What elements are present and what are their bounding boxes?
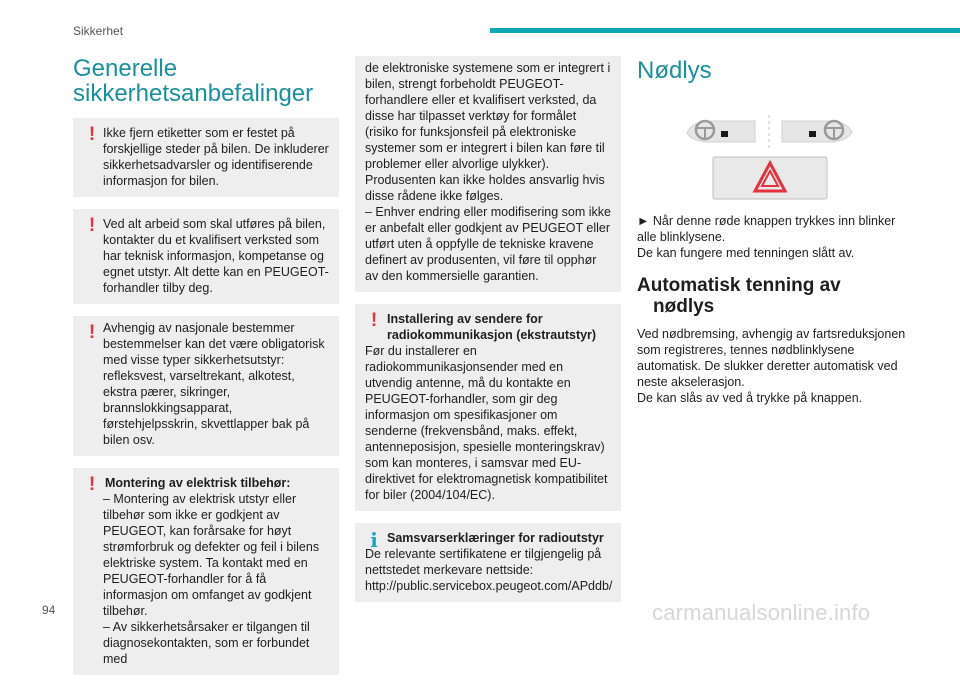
watermark: carmanualsonline.info bbox=[652, 600, 871, 625]
warning-notice-radio bbox=[355, 304, 621, 511]
subtitle-line-2: nødlys bbox=[653, 296, 715, 317]
notice-continuation-text: de elektroniske systemene som er integrert i bilen, strengt forbeholdt PEUGEOT-forhandlere eller et kvalifisert verksted, da disse har tilpasset verktøy for formålet (risiko for funksjonsfeil på elektroniske systemer som er integrert i bilen kan føre til problemer eller alvorlige ulykker). Produsenten kan ikke holdes ansvarlig hvis disse rådene ikke følges. – Enhver endring eller modifisering som ikke er anbefalt eller godkjent av PEUGEOT eller utført uten å oppfylle de tekniske kravene definert av produsenten, vil føre til opphør av den kommersielle garantien. bbox=[365, 61, 611, 283]
hazard-button-illustration bbox=[637, 95, 917, 205]
notice-text: – Montering av elektrisk utstyr eller tilbehør som ikke er godkjent av PEUGEOT, kan forårsake for høyt strømforbruk og defekter og feil i bilens elektriske system. Ta kontakt med en PEUGEOT-forhandler for å få informasjon om omfanget av godkjent tilbehør. – Av sikkerhetsårsaker er tilgangen til diagnosekontakten, som er forbundet med bbox=[103, 492, 320, 666]
notice-text: De relevante sertifikatene er tilgjengelig på nettstedet merkevare nettside: http://public.servicebox.peugeot.com/APddb/ bbox=[365, 547, 613, 593]
hazard-lights-title: Nødlys bbox=[637, 57, 712, 84]
auto-hazard-subtitle bbox=[637, 275, 917, 317]
notice-text: Ved alt arbeid som skal utføres på bilen, kontakter du et kvalifisert verksted som har teknisk informasjon, kompetanse og egnet utstyr. Alt dette kan en PEUGEOT-forhandler tilby deg. bbox=[103, 217, 329, 295]
warning-exclamation-icon: ! bbox=[88, 215, 96, 236]
right-column bbox=[637, 54, 917, 420]
header-section-label: Sikkerhet bbox=[73, 24, 124, 38]
warning-notice-equipment bbox=[73, 316, 339, 456]
dashboard-icon bbox=[637, 95, 917, 205]
auto-hazard-text: Ved nødbremsing, avhengig av fartsreduksjonen som registreres, tennes nødblinklysene automatisk. De slukker deretter automatisk ved neste akselerasjon. De kan slås av ved å trykke på knappen. bbox=[637, 327, 906, 405]
warning-exclamation-icon: ! bbox=[370, 310, 378, 331]
warning-notice-workshop bbox=[73, 209, 339, 304]
warning-exclamation-icon: ! bbox=[88, 474, 96, 495]
notice-text: Ikke fjern etiketter som er festet på forskjellige steder på bilen. De inkluderer sikkerhetsadvarsler og identifiserende informasjon for bilen. bbox=[103, 126, 329, 188]
title-line-2: sikkerhetsanbefalinger bbox=[73, 80, 314, 107]
warning-exclamation-icon: ! bbox=[88, 124, 96, 145]
warning-notice-accessories bbox=[73, 468, 339, 675]
accessories-notice-continued bbox=[355, 56, 621, 292]
notice-text: Avhengig av nasjonale bestemmer bestemmelser kan det være obligatorisk med visse typer sikkerhetsutstyr: refleksvest, varseltrekant, alkotest, ekstra pærer, sikringer, brannslokkingsapparat, førstehjelpsskrin, skvettlapper bak på bilen osv. bbox=[103, 321, 325, 447]
notice-text: Før du installerer en radiokommunikasjonsender med en utvendig antenne, må du kontakte en PEUGEOT-forhandler, som gir deg informasjon om spesifikasjoner om senderne (frekvensbånd, maks. effekt, antenneposisjon, spesielle monteringskrav) som kan monteres, i samsvar med EU-direktivet for elektromagnetisk kompatibilitet for biler (2004/104/EC). bbox=[365, 344, 608, 502]
subtitle-line-1: Automatisk tenning av bbox=[637, 275, 841, 296]
notice-heading: Samsvarserklæringer for radioutstyr bbox=[387, 531, 604, 545]
header-accent-bar bbox=[490, 28, 960, 33]
page-title bbox=[73, 56, 339, 106]
warning-notice-labels bbox=[73, 118, 339, 197]
right-dashboard-icon bbox=[782, 121, 852, 142]
info-notice-conformity bbox=[355, 523, 621, 602]
page-number: 94 bbox=[42, 603, 56, 617]
left-column bbox=[73, 54, 339, 687]
hazard-instruction-text: ► Når denne røde knappen trykkes inn blinker alle blinklysene. De kan fungere med tenningen slått av. bbox=[637, 214, 896, 260]
notice-heading: Installering av sendere for radiokommunikasjon (ekstrautstyr) bbox=[387, 312, 597, 342]
warning-exclamation-icon: ! bbox=[88, 322, 96, 343]
info-icon: i bbox=[370, 528, 378, 552]
notice-heading: Montering av elektrisk tilbehør: bbox=[105, 476, 291, 490]
title-line-1: Generelle bbox=[73, 55, 178, 82]
left-dashboard-icon bbox=[687, 121, 755, 142]
hazard-button bbox=[713, 157, 827, 199]
middle-column bbox=[355, 56, 621, 614]
